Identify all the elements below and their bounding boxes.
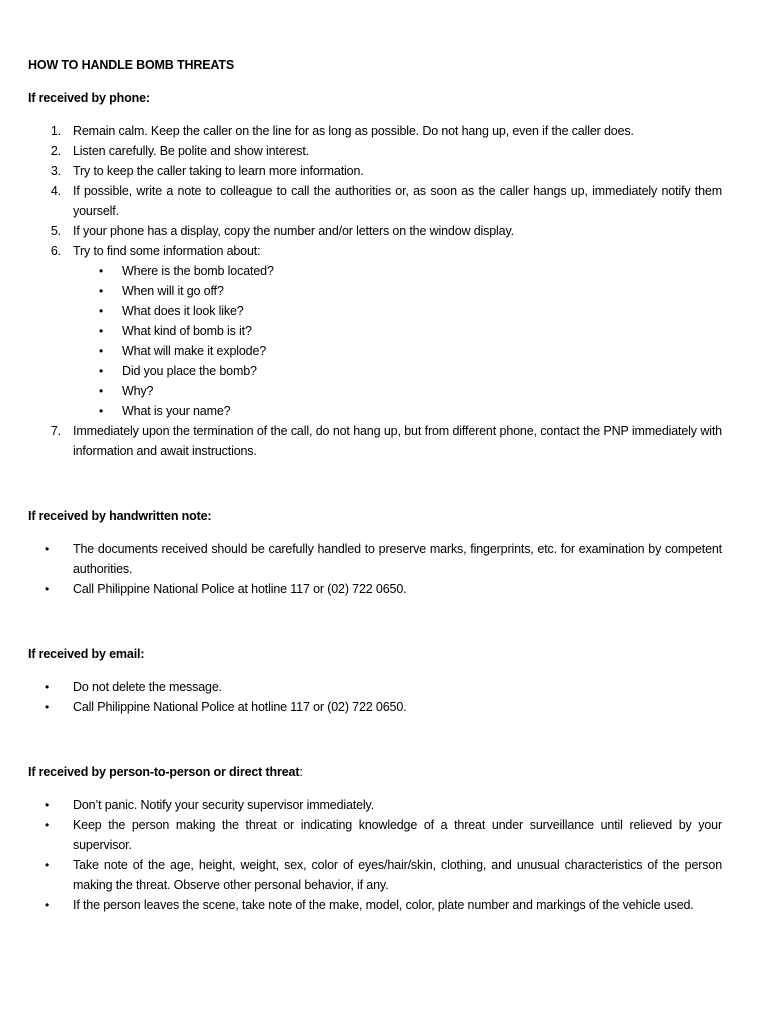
question-item: • What will make it explode? (28, 341, 722, 361)
phone-heading: If received by phone: (28, 91, 150, 105)
document-page (28, 55, 722, 915)
bullet-icon: • (45, 542, 50, 556)
phone-steps-list (28, 121, 722, 461)
person-heading-text: If received by person-to-person or direct threat (28, 765, 300, 779)
step-text: Listen carefully. Be polite and show interest. (73, 144, 310, 158)
step-text: Try to keep the caller taking to learn more information. (73, 164, 364, 178)
bullet-icon: • (45, 700, 50, 714)
question-list (28, 261, 722, 421)
step-number: 2. (50, 144, 61, 158)
bullet-icon: • (45, 818, 50, 832)
bullet-icon: • (99, 284, 104, 298)
phone-section (28, 88, 722, 461)
phone-step (28, 141, 722, 161)
question-item: • When will it go off? (28, 281, 722, 301)
step-number: 6. (50, 244, 61, 258)
person-heading (28, 762, 722, 782)
person-item: • Keep the person making the threat or indicating knowledge of a threat under surveillance until relieved by your supervisor. (28, 815, 722, 855)
bullet-icon: • (45, 798, 50, 812)
person-list (28, 795, 722, 915)
step-text: Immediately upon the termination of the call, do not hang up, but from different phone, contact the PNP immediately with information and await instructions. (73, 424, 722, 458)
question-item: • What does it look like? (28, 301, 722, 321)
bullet-icon: • (99, 264, 104, 278)
step-text: If possible, write a note to colleague to call the authorities or, as soon as the caller hangs up, immediately notify them yourself. (73, 184, 722, 218)
step-number: 1. (50, 124, 61, 138)
person-section (28, 762, 722, 915)
email-item: • Do not delete the message. (28, 677, 722, 697)
question-item: • Where is the bomb located? (28, 261, 722, 281)
email-list (28, 677, 722, 717)
phone-step (28, 181, 722, 221)
bullet-icon: • (45, 582, 50, 596)
bullet-icon: • (45, 898, 50, 912)
person-heading-colon: : (299, 765, 303, 779)
email-item: • Call Philippine National Police at hotline 117 or (02) 722 0650. (28, 697, 722, 717)
step-number: 5. (50, 224, 61, 238)
note-item: • The documents received should be carefully handled to preserve marks, fingerprints, etc. for examination by competent authorities. (28, 539, 722, 579)
note-list (28, 539, 722, 599)
bullet-icon: • (99, 324, 104, 338)
person-item: • If the person leaves the scene, take note of the make, model, color, plate number and markings of the vehicle used. (28, 895, 722, 915)
email-section (28, 644, 722, 717)
email-heading: If received by email: (28, 647, 145, 661)
question-item: • What is your name? (28, 401, 722, 421)
note-heading: If received by handwritten note: (28, 509, 212, 523)
bullet-icon: • (99, 384, 104, 398)
bullet-icon: • (99, 404, 104, 418)
note-item: • Call Philippine National Police at hotline 117 or (02) 722 0650. (28, 579, 722, 599)
person-item: • Take note of the age, height, weight, sex, color of eyes/hair/skin, clothing, and unusual characteristics of the person making the threat. Observe other personal behavior, if any. (28, 855, 722, 895)
person-item: • Don’t panic. Notify your security supervisor immediately. (28, 795, 722, 815)
step-text: Try to find some information about: (73, 244, 261, 258)
question-item: • What kind of bomb is it? (28, 321, 722, 341)
step-text: If your phone has a display, copy the number and/or letters on the window display. (73, 224, 514, 238)
bullet-icon: • (99, 344, 104, 358)
bullet-icon: • (99, 364, 104, 378)
step-number: 7. (50, 424, 61, 438)
phone-step (28, 121, 722, 141)
note-section (28, 506, 722, 599)
step-number: 3. (50, 164, 61, 178)
step-number: 4. (50, 184, 61, 198)
bullet-icon: • (99, 304, 104, 318)
document-title: HOW TO HANDLE BOMB THREATS (28, 58, 235, 72)
phone-step (28, 241, 722, 421)
step-text: Remain calm. Keep the caller on the line for as long as possible. Do not hang up, even if the caller does. (73, 124, 634, 138)
phone-step (28, 161, 722, 181)
bullet-icon: • (45, 858, 50, 872)
question-item: • Why? (28, 381, 722, 401)
phone-step (28, 421, 722, 461)
phone-step (28, 221, 722, 241)
bullet-icon: • (45, 680, 50, 694)
question-item: • Did you place the bomb? (28, 361, 722, 381)
